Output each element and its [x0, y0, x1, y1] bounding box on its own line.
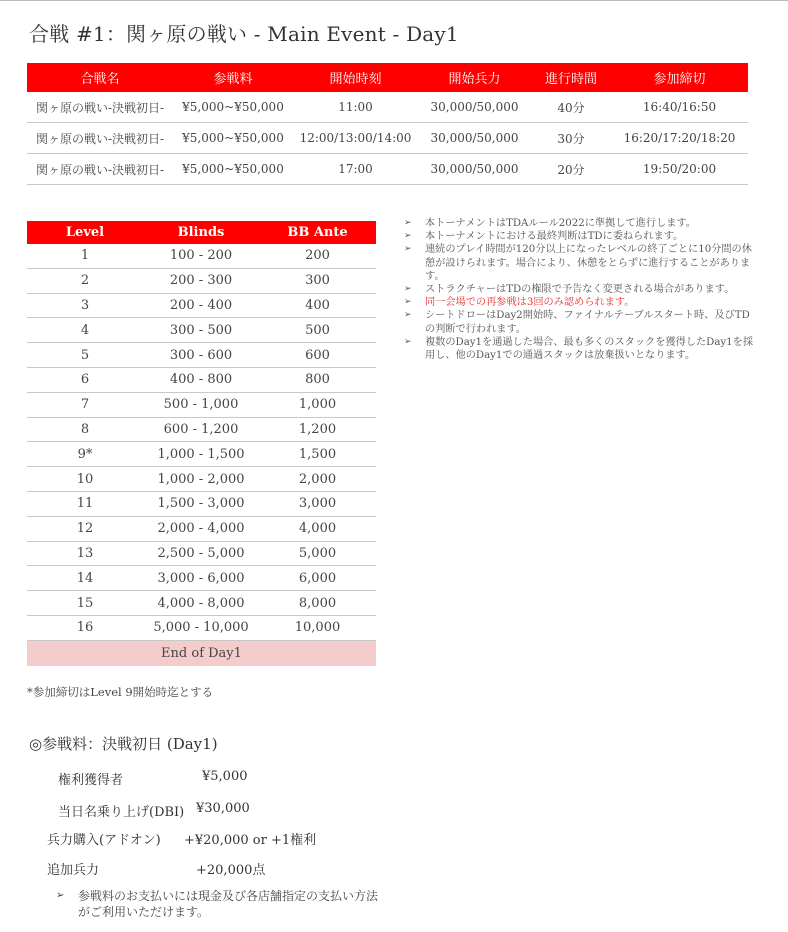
level-duration-cell: 20分 — [531, 154, 611, 185]
fee-row-dbi — [58, 801, 250, 820]
starting-stack-cell: 30,000/50,000 — [418, 154, 531, 185]
blinds-cell: 2,500 - 5,000 — [143, 541, 259, 566]
bb-ante-cell: 10,000 — [259, 615, 376, 640]
blinds-cell: 2,000 - 4,000 — [143, 516, 259, 541]
tournament-rules-list — [404, 217, 754, 362]
blinds-cell: 200 - 300 — [143, 268, 259, 293]
bb-ante-cell: 6,000 — [259, 566, 376, 591]
rule-item — [404, 336, 754, 362]
blinds-cell: 300 - 500 — [143, 318, 259, 343]
blinds-cell: 600 - 1,200 — [143, 417, 259, 442]
start-time-cell: 12:00/13:00/14:00 — [293, 123, 418, 154]
rule-text: ストラクチャーはTDの権限で予告なく変更される場合があります。 — [425, 284, 735, 296]
header-entry-fee: 参戦料 — [173, 63, 293, 92]
arrow-bullet-icon: ➢ — [404, 231, 412, 242]
level-cell: 11 — [27, 491, 143, 516]
blinds-cell: 3,000 - 6,000 — [143, 566, 259, 591]
event-name-cell: 関ヶ原の戦い-決戦初日- — [27, 92, 173, 123]
payment-note-text: 参戦料のお支払いには現金及び各店舗指定の支払い方法がご利用いただけます。 — [78, 889, 379, 919]
table-row — [27, 392, 376, 417]
blinds-cell: 400 - 800 — [143, 367, 259, 392]
table-row — [27, 154, 748, 185]
table-row — [27, 591, 376, 616]
level-cell: 2 — [27, 268, 143, 293]
blinds-cell: 1,500 - 3,000 — [143, 491, 259, 516]
level-cell: 13 — [27, 541, 143, 566]
arrow-bullet-icon: ➢ — [404, 284, 412, 295]
blinds-cell: 5,000 - 10,000 — [143, 615, 259, 640]
registration-close-cell: 19:50/20:00 — [611, 154, 748, 185]
rule-item — [404, 309, 754, 335]
fee-value: ¥30,000 — [196, 801, 250, 816]
table-row — [27, 244, 376, 268]
payment-note — [56, 888, 386, 920]
rule-item — [404, 243, 754, 283]
level-cell: 9* — [27, 442, 143, 467]
level-cell: 14 — [27, 566, 143, 591]
table-row — [27, 491, 376, 516]
bb-ante-cell: 300 — [259, 268, 376, 293]
blinds-cell: 4,000 - 8,000 — [143, 591, 259, 616]
event-table-header-row — [27, 63, 748, 92]
bb-ante-cell: 3,000 — [259, 491, 376, 516]
level-cell: 16 — [27, 615, 143, 640]
arrow-bullet-icon: ➢ — [404, 310, 412, 321]
level-cell: 6 — [27, 367, 143, 392]
registration-close-cell: 16:40/16:50 — [611, 92, 748, 123]
header-blinds: Blinds — [143, 221, 259, 244]
start-time-cell: 17:00 — [293, 154, 418, 185]
starting-stack-cell: 30,000/50,000 — [418, 123, 531, 154]
table-row — [27, 442, 376, 467]
rule-text: 本トーナメントにおける最終判断はTDに委ねられます。 — [425, 231, 684, 243]
bb-ante-cell: 2,000 — [259, 467, 376, 492]
table-row — [27, 516, 376, 541]
blinds-cell: 300 - 600 — [143, 343, 259, 368]
rule-text: 複数のDay1を通過した場合、最も多くのスタックを獲得したDay1を採用し、他のDay1での通過スタックは放棄扱いとなります。 — [425, 336, 754, 362]
fee-row-addon — [47, 829, 317, 848]
fee-label: 権利獲得者 — [58, 773, 124, 788]
start-time-cell: 11:00 — [293, 92, 418, 123]
rule-text: 本トーナメントはTDAルール2022に準拠して進行します。 — [425, 218, 696, 229]
table-row — [27, 566, 376, 591]
table-row — [27, 541, 376, 566]
header-level: Level — [27, 221, 143, 244]
level-cell: 12 — [27, 516, 143, 541]
entry-fee-cell: ¥5,000~¥50,000 — [173, 154, 293, 185]
top-border — [0, 0, 788, 1]
table-row — [27, 343, 376, 368]
table-row — [27, 123, 748, 154]
header-bb-ante: BB Ante — [259, 221, 376, 244]
fee-label: 兵力購入(アドオン) — [47, 833, 161, 848]
bb-ante-cell: 500 — [259, 318, 376, 343]
table-row — [27, 318, 376, 343]
bb-ante-cell: 5,000 — [259, 541, 376, 566]
level-cell: 8 — [27, 417, 143, 442]
blinds-cell: 1,000 - 2,000 — [143, 467, 259, 492]
entry-fee-heading: ◎参戦料：決戦初日 (Day1) — [29, 735, 218, 753]
rule-item — [404, 217, 754, 230]
rule-item — [404, 230, 754, 243]
fee-value: +20,000点 — [196, 863, 266, 878]
level-cell: 10 — [27, 467, 143, 492]
arrow-bullet-icon: ➢ — [404, 244, 412, 255]
level-cell: 15 — [27, 591, 143, 616]
level-cell: 3 — [27, 293, 143, 318]
entry-fee-cell: ¥5,000~¥50,000 — [173, 123, 293, 154]
rule-text: シートドローはDay2開始時、ファイナルテーブルスタート時、及びTDの判断で行われます。 — [425, 310, 750, 335]
blinds-cell: 200 - 400 — [143, 293, 259, 318]
arrow-bullet-icon: ➢ — [404, 336, 412, 347]
page-title: 合戦 #1：関ヶ原の戦い - Main Event - Day1 — [29, 22, 459, 46]
bb-ante-cell: 200 — [259, 244, 376, 268]
fee-value: +¥20,000 or +1権利 — [184, 833, 317, 848]
blinds-cell: 1,000 - 1,500 — [143, 442, 259, 467]
fee-row-extra-stack — [47, 859, 266, 878]
end-of-day-row — [27, 640, 376, 666]
rule-item — [404, 283, 754, 296]
level-duration-cell: 30分 — [531, 123, 611, 154]
header-level-duration: 進行時間 — [531, 63, 611, 92]
table-row — [27, 367, 376, 392]
bb-ante-cell: 1,200 — [259, 417, 376, 442]
starting-stack-cell: 30,000/50,000 — [418, 92, 531, 123]
blinds-cell: 500 - 1,000 — [143, 392, 259, 417]
table-row — [27, 92, 748, 123]
entry-fee-cell: ¥5,000~¥50,000 — [173, 92, 293, 123]
bb-ante-cell: 600 — [259, 343, 376, 368]
registration-close-cell: 16:20/17:20/18:20 — [611, 123, 748, 154]
bb-ante-cell: 400 — [259, 293, 376, 318]
header-start-time: 開始時刻 — [293, 63, 418, 92]
header-registration-close: 参加締切 — [611, 63, 748, 92]
level-cell: 5 — [27, 343, 143, 368]
event-name-cell: 関ヶ原の戦い-決戦初日- — [27, 154, 173, 185]
bb-ante-cell: 1,000 — [259, 392, 376, 417]
bb-ante-cell: 800 — [259, 367, 376, 392]
arrow-bullet-icon: ➢ — [404, 218, 412, 228]
fee-row-qualifier — [58, 769, 248, 788]
table-row — [27, 268, 376, 293]
bb-ante-cell: 1,500 — [259, 442, 376, 467]
table-row — [27, 615, 376, 640]
header-event-name: 合戦名 — [27, 63, 173, 92]
rule-item — [404, 296, 754, 309]
arrow-bullet-icon: ➢ — [56, 890, 65, 901]
level-cell: 7 — [27, 392, 143, 417]
blind-structure-table — [27, 221, 376, 666]
level-duration-cell: 40分 — [531, 92, 611, 123]
blind-table-header-row — [27, 221, 376, 244]
level-cell: 4 — [27, 318, 143, 343]
table-row — [27, 293, 376, 318]
fee-label: 追加兵力 — [47, 863, 100, 878]
rule-text: 同一会場での再参戦は3回のみ認められます。 — [425, 297, 635, 309]
bb-ante-cell: 4,000 — [259, 516, 376, 541]
table-row — [27, 467, 376, 492]
level-cell: 1 — [27, 244, 143, 268]
rule-text: 連続のプレイ時間が120分以上になったレベルの終了ごとに10分間の休憩が設けられます。場合により、休憩をとらずに進行することがあります。 — [425, 244, 752, 282]
event-name-cell: 関ヶ原の戦い-決戦初日- — [27, 123, 173, 154]
bb-ante-cell: 8,000 — [259, 591, 376, 616]
end-of-day-label: End of Day1 — [27, 640, 376, 666]
arrow-bullet-icon: ➢ — [404, 297, 412, 308]
fee-value: ¥5,000 — [202, 769, 248, 784]
event-schedule-table — [27, 63, 748, 185]
registration-footnote: *参加締切はLevel 9開始時迄とする — [27, 685, 214, 699]
table-row — [27, 417, 376, 442]
fee-label: 当日名乗り上げ(DBI) — [58, 805, 185, 820]
blinds-cell: 100 - 200 — [143, 244, 259, 268]
header-starting-stack: 開始兵力 — [418, 63, 531, 92]
